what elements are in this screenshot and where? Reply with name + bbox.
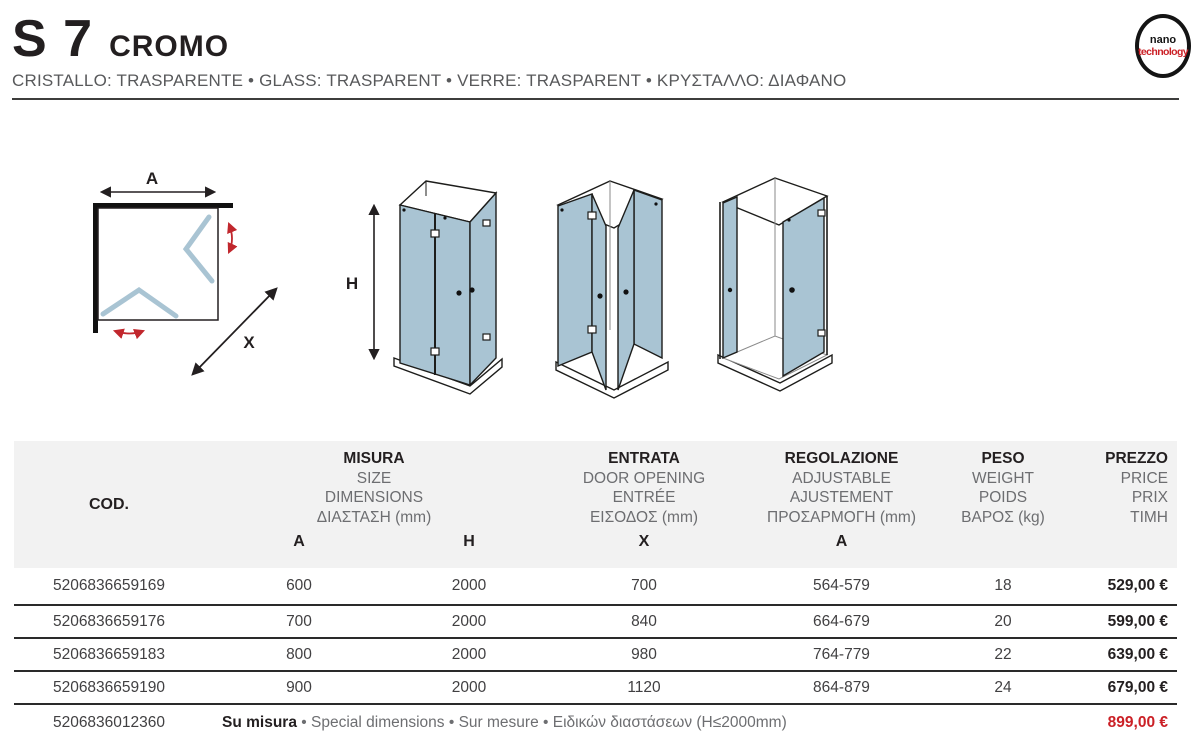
plan-width-label: A (145, 169, 159, 188)
hinge-1d (483, 334, 490, 340)
subcol-a: A (293, 533, 305, 550)
badge-line-nano: nano (1149, 34, 1177, 46)
plan-door-bottom (103, 290, 176, 316)
open-door-left-3 (723, 197, 737, 358)
hinge-2b (588, 326, 596, 333)
page-header (12, 10, 1179, 100)
cell-a: 600 (286, 577, 312, 594)
hinge-1a (431, 230, 439, 237)
cell-cod: 5206836659176 (52, 612, 166, 630)
cell-peso: 20 (994, 612, 1012, 630)
hinge-3a (818, 210, 825, 216)
plan-view-drawing (93, 169, 276, 374)
cell-reg: 664-679 (813, 612, 870, 630)
iso-view-open (718, 178, 832, 391)
cell-h: 2000 (451, 645, 487, 663)
badge-line-technology: technology (1138, 46, 1189, 58)
folded-panel-2a (558, 194, 592, 366)
shower-tray-2 (556, 362, 668, 398)
handle-knob-3a (789, 287, 795, 293)
cell-cod: 5206836659190 (52, 678, 166, 696)
table-row (14, 637, 1177, 670)
cell-a: 800 (286, 645, 312, 663)
cell-cod: 5206836659183 (52, 645, 166, 663)
cell-x: 840 (631, 612, 657, 630)
table-header (14, 441, 1177, 568)
price-table (14, 441, 1177, 740)
cell-prezzo: 899,00 € (1107, 714, 1168, 731)
height-dimension (346, 206, 374, 358)
col-header-prezzo: PREZZO PRICE PRIX ΤΙΜΗ (1105, 450, 1168, 526)
glass-spec-line: CRISTALLO: TRASPARENTE • GLASS: TRASPARENT • VERRE: TRASPARENT • ΚΡΥΣΤΑΛΛΟ: ΔΙΑΦΑΝΟ (12, 71, 847, 90)
height-label: H (345, 274, 359, 293)
drawings-svg (0, 140, 1191, 435)
subcol-h: H (463, 533, 475, 550)
cell-prezzo: 529,00 € (1107, 577, 1168, 594)
cell-peso: 24 (994, 678, 1012, 696)
subcol-x: X (638, 533, 650, 550)
cell-prezzo: 599,00 € (1107, 612, 1168, 630)
hinge-3b (818, 330, 825, 336)
folded-panel-2b (592, 194, 606, 390)
swing-arrow-right (229, 224, 232, 252)
cell-h: 2000 (451, 678, 487, 696)
cell-cod: 5206836659169 (52, 577, 166, 594)
folded-panel-2c (634, 190, 662, 358)
cell-h: 2000 (451, 612, 487, 630)
hinge-2a (588, 212, 596, 219)
plan-entry-label: X (243, 333, 255, 352)
cell-peso: 22 (994, 645, 1012, 663)
product-finish: CROMO (109, 30, 230, 63)
special-dimensions-text: Su misura • Special dimensions • Sur mesure • Ειδικών διαστάσεων (H≤2000mm) (222, 714, 787, 731)
iso-view-closed (394, 181, 502, 394)
cell-x: 700 (631, 577, 657, 594)
col-header-regolazione: REGOLAZIONE ADJUSTABLE AJUSTEMENT ΠΡΟΣΑΡΜΟΓΗ (mm) (767, 450, 916, 526)
handle-knob-3b (728, 288, 732, 292)
handle-knob-2b (623, 289, 628, 294)
nano-technology-badge (1135, 14, 1191, 78)
product-title (12, 10, 1179, 68)
handle-knob-1b (469, 287, 474, 292)
cell-h: 2000 (451, 577, 487, 594)
plan-door-right (186, 217, 212, 281)
iso-view-folded (556, 181, 668, 398)
table-row (14, 568, 1177, 604)
door-panel-right-3 (783, 198, 824, 376)
cell-reg: 564-579 (813, 577, 870, 594)
hinge-1c (483, 220, 490, 226)
col-header-entrata: ENTRATA DOOR OPENING ENTRÉE ΕΙΣΟΔΟΣ (mm) (582, 450, 706, 526)
cell-a: 700 (286, 612, 312, 630)
cell-prezzo: 639,00 € (1107, 645, 1168, 663)
hinge-1b (431, 348, 439, 355)
subcol-reg-a: A (835, 533, 848, 550)
table-row-special (14, 703, 1177, 740)
handle-knob-1a (456, 290, 461, 295)
cell-cod: 5206836012360 (52, 714, 166, 731)
product-series: S 7 (12, 10, 94, 68)
handle-knob-2a (597, 293, 602, 298)
cell-x: 1120 (627, 678, 661, 696)
col-header-cod: COD. (89, 495, 129, 513)
swing-arrow-bottom (115, 331, 143, 334)
table-row (14, 670, 1177, 703)
cell-peso: 18 (994, 577, 1012, 594)
table-row (14, 604, 1177, 637)
cell-a: 900 (286, 678, 312, 696)
col-header-peso: PESO WEIGHT POIDS ΒΑΡΟΣ (kg) (961, 450, 1045, 526)
technical-drawings (0, 140, 1191, 435)
header-divider (12, 98, 1179, 100)
entry-dimension-arrow (193, 289, 276, 374)
col-header-misura: MISURA SIZE DIMENSIONS ΔΙΑΣΤΑΣΗ (mm) (316, 450, 432, 526)
cell-x: 980 (631, 645, 657, 663)
cell-reg: 764-779 (813, 645, 870, 663)
cell-reg: 864-879 (813, 678, 870, 696)
cell-prezzo: 679,00 € (1107, 678, 1168, 696)
